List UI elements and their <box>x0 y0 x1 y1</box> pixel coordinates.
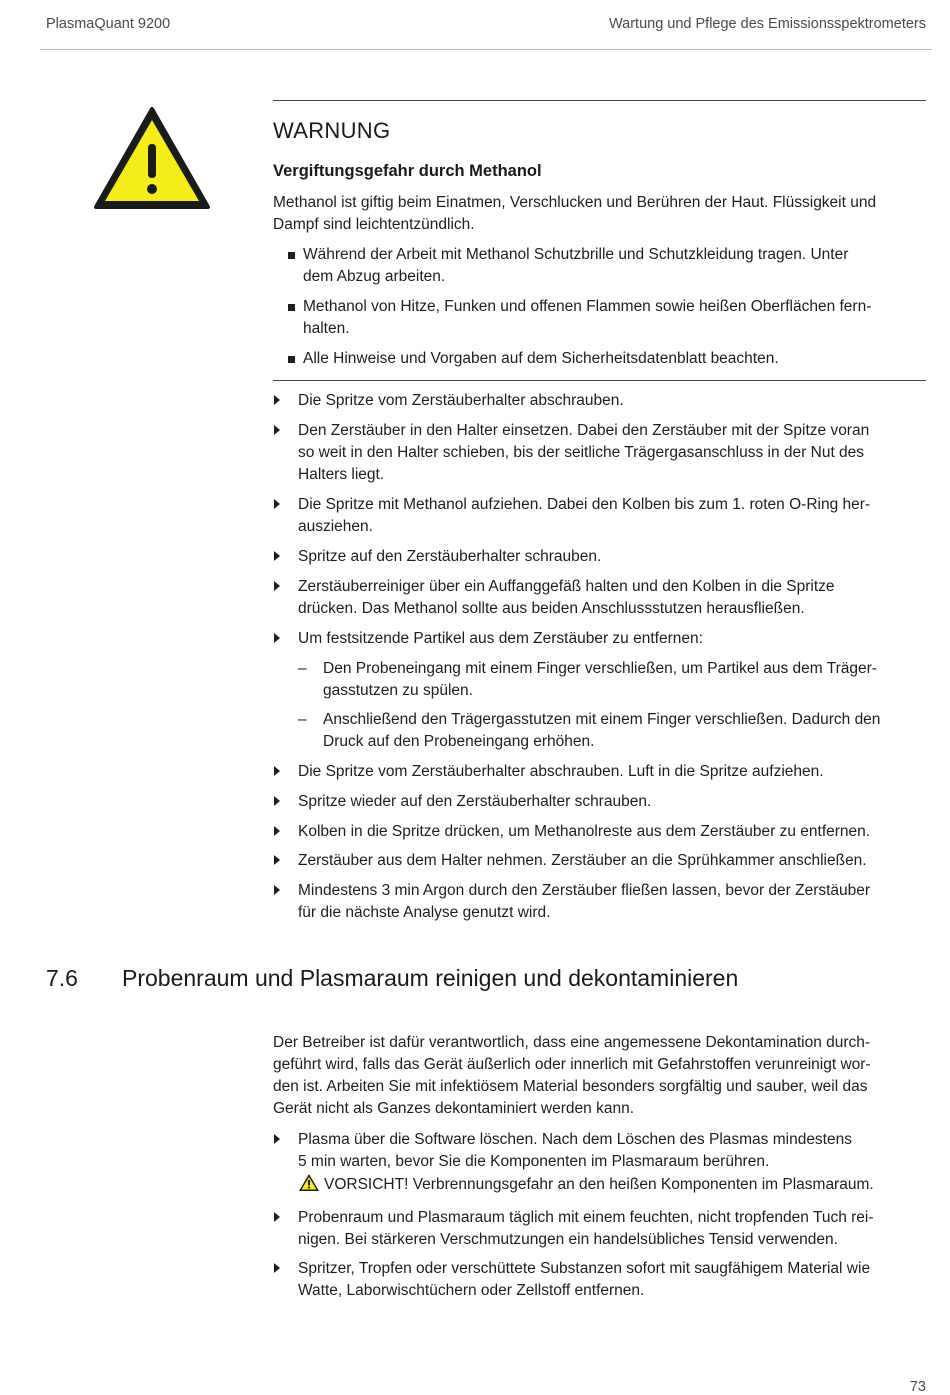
step-text: Die Spritze mit Methanol aufziehen. Dabei den Kolben bis zum 1. roten O-Ring her- <box>298 496 871 513</box>
step-text: Den Zerstäuber in den Halter einsetzen. Dabei den Zerstäuber mit der Spitze voran <box>298 422 870 439</box>
step-text: Zerstäuber aus dem Halter nehmen. Zerstäuber an die Sprühkammer anschließen. <box>298 852 867 869</box>
substep-text: Den Probeneingang mit einem Finger verschließen, um Partikel aus dem Träger- <box>323 660 877 677</box>
caution-note <box>298 1173 928 1196</box>
header-product-name: PlasmaQuant 9200 <box>46 16 171 32</box>
warning-triangle-icon <box>93 106 211 210</box>
warning-item-text: dem Abzug arbeiten. <box>303 268 446 285</box>
procedure-step <box>273 494 928 538</box>
step-text: Spritzer, Tropfen oder verschüttete Substanzen sofort mit saugfähigem Material wie <box>298 1260 871 1277</box>
warning-bottom-divider <box>273 380 926 381</box>
step-text: drücken. Das Methanol sollte aus beiden Anschlussstutzen herausfließen. <box>298 600 805 617</box>
step-text: Zerstäuberreiniger über ein Auffanggefäß halten und den Kolben in die Spritze <box>298 578 835 595</box>
procedure-step <box>273 420 928 486</box>
warning-intro <box>273 192 928 236</box>
section-intro-line: geführt wird, falls das Gerät äußerlich oder innerlich mit Gefahrstoffen verunreinigt wor- <box>273 1056 871 1073</box>
step-arrow-icon <box>274 1212 280 1222</box>
step-text: Um festsitzende Partikel aus dem Zerstäuber zu entfernen: <box>298 630 703 647</box>
warning-top-divider <box>273 100 926 101</box>
step-text: Probenraum und Plasmaraum täglich mit einem feuchten, nicht tropfenden Tuch rei- <box>298 1209 874 1226</box>
dash-bullet: – <box>298 711 307 728</box>
procedure-step <box>273 791 928 813</box>
step-text: ausziehen. <box>298 518 373 535</box>
step-arrow-icon <box>274 885 280 895</box>
step-arrow-icon <box>274 1134 280 1144</box>
step-arrow-icon <box>274 633 280 643</box>
section-intro-line: Der Betreiber ist dafür verantwortlich, dass eine angemessene Dekontamination durch- <box>273 1034 871 1051</box>
step-arrow-icon <box>274 826 280 836</box>
substep-text: Druck auf den Probeneingang erhöhen. <box>323 733 595 750</box>
procedure-substep <box>298 658 928 702</box>
header-chapter-title: Wartung und Pflege des Emissionsspektrometers <box>609 16 926 32</box>
warning-subtitle: Vergiftungsgefahr durch Methanol <box>273 162 542 180</box>
step-text: Spritze auf den Zerstäuberhalter schrauben. <box>298 548 602 565</box>
step-text: für die nächste Analyse genutzt wird. <box>298 904 551 921</box>
step-text: Die Spritze vom Zerstäuberhalter abschrauben. Luft in die Spritze aufziehen. <box>298 763 824 780</box>
caution-triangle-icon <box>298 1173 320 1192</box>
square-bullet-icon <box>288 356 295 363</box>
step-arrow-icon <box>274 425 280 435</box>
step-text: Spritze wieder auf den Zerstäuberhalter schrauben. <box>298 793 652 810</box>
step-arrow-icon <box>274 499 280 509</box>
step-text: Die Spritze vom Zerstäuberhalter abschrauben. <box>298 392 624 409</box>
step-text: so weit in den Halter schieben, bis der seitliche Trägergasanschluss in der Nut des <box>298 444 865 461</box>
caution-text: VORSICHT! Verbrennungsgefahr an den heißen Komponenten im Plasmaraum. <box>324 1176 874 1193</box>
step-text: Mindestens 3 min Argon durch den Zerstäuber fließen lassen, bevor der Zerstäuber <box>298 882 871 899</box>
dash-bullet: – <box>298 660 307 677</box>
step-arrow-icon <box>274 796 280 806</box>
step-arrow-icon <box>274 766 280 776</box>
procedure-step <box>273 628 928 650</box>
step-text: Kolben in die Spritze drücken, um Methanolreste aus dem Zerstäuber zu entfernen. <box>298 823 871 840</box>
procedure-step <box>273 761 928 783</box>
warning-list-item <box>288 296 928 340</box>
warning-intro-line: Methanol ist giftig beim Einatmen, Verschlucken und Berühren der Haut. Flüssigkeit und <box>273 194 877 211</box>
procedure-step <box>273 880 928 924</box>
section-title: Probenraum und Plasmaraum reinigen und dekontaminieren <box>122 965 739 991</box>
procedure-step <box>273 390 928 412</box>
step-arrow-icon <box>274 1263 280 1273</box>
procedure-step <box>273 576 928 620</box>
warning-item-text: halten. <box>303 320 350 337</box>
section-step <box>273 1207 928 1251</box>
section-step <box>273 1258 928 1302</box>
page-number: 73 <box>909 1379 926 1395</box>
section-intro-line: den ist. Arbeiten Sie mit infektiösem Material besonders sorgfältig und sauber, weil das <box>273 1078 868 1095</box>
procedure-substep <box>298 709 928 753</box>
step-text: Plasma über die Software löschen. Nach dem Löschen des Plasmas mindestens <box>298 1131 852 1148</box>
warning-intro-line: Dampf sind leichtentzündlich. <box>273 216 475 233</box>
procedure-step <box>273 850 928 872</box>
step-text: Watte, Laborwischtüchern oder Zellstoff entfernen. <box>298 1282 645 1299</box>
warning-list-item <box>288 348 928 370</box>
step-arrow-icon <box>274 855 280 865</box>
section-number: 7.6 <box>46 965 78 991</box>
substep-text: gasstutzen zu spülen. <box>323 682 473 699</box>
section-step <box>273 1129 928 1196</box>
warning-title: WARNUNG <box>273 118 391 143</box>
warning-item-text: Während der Arbeit mit Methanol Schutzbrille und Schutzkleidung tragen. Unter <box>303 246 849 263</box>
warning-item-text: Alle Hinweise und Vorgaben auf dem Sicherheitsdatenblatt beachten. <box>303 350 779 367</box>
substep-text: Anschließend den Trägergasstutzen mit einem Finger verschließen. Dadurch den <box>323 711 881 728</box>
step-arrow-icon <box>274 581 280 591</box>
section-intro <box>273 1032 928 1120</box>
warning-list-item <box>288 244 928 288</box>
warning-item-text: Methanol von Hitze, Funken und offenen Flammen sowie heißen Oberflächen fern- <box>303 298 872 315</box>
section-intro-line: Gerät nicht als Ganzes dekontaminiert werden kann. <box>273 1100 634 1117</box>
procedure-step <box>273 821 928 843</box>
square-bullet-icon <box>288 252 295 259</box>
square-bullet-icon <box>288 304 295 311</box>
step-arrow-icon <box>274 395 280 405</box>
step-text: nigen. Bei stärkeren Verschmutzungen ein handelsübliches Tensid verwenden. <box>298 1231 838 1248</box>
step-arrow-icon <box>274 551 280 561</box>
header-divider <box>40 49 932 50</box>
step-text: Halters liegt. <box>298 466 385 483</box>
procedure-step <box>273 546 928 568</box>
step-text: 5 min warten, bevor Sie die Komponenten im Plasmaraum berühren. <box>298 1153 770 1170</box>
